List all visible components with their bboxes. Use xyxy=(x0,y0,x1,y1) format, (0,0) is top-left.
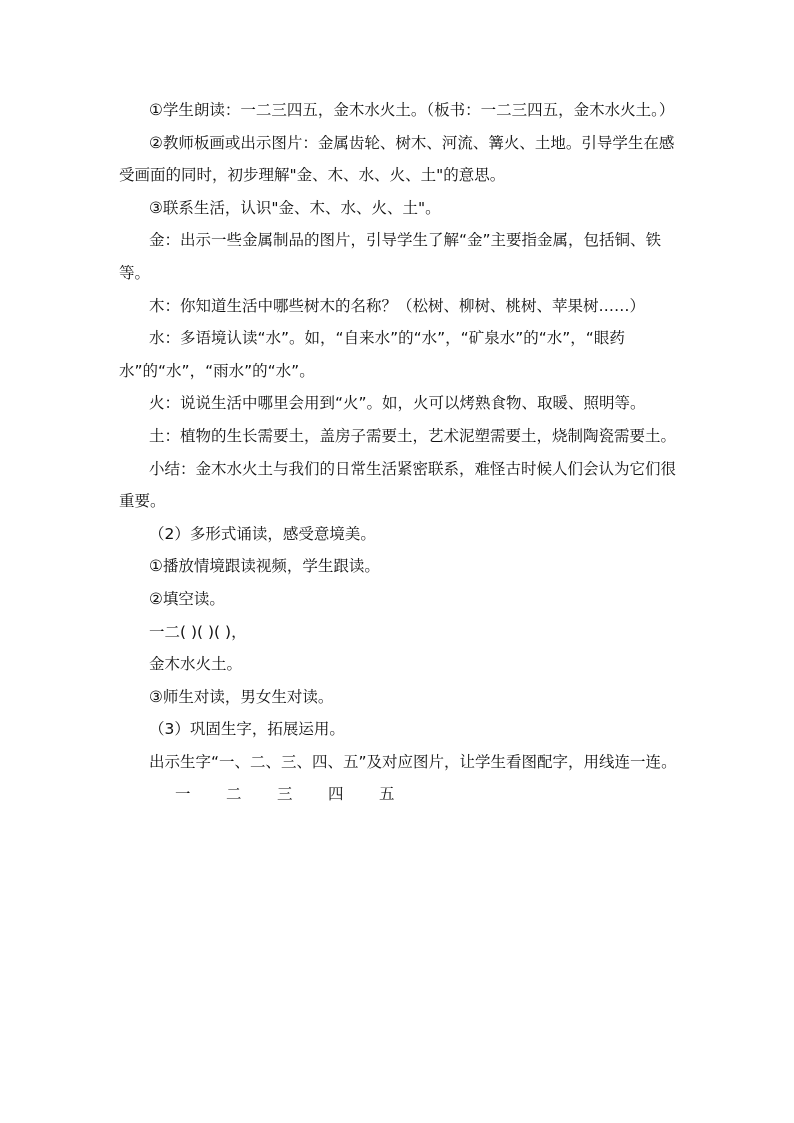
paragraph-blank-line: 一二( )( )( )， xyxy=(149,622,247,641)
character-four: 四 xyxy=(328,785,344,804)
paragraph-connect-life: ③联系生活，认识"金、木、水、火、土"。 xyxy=(149,198,441,217)
paragraph-metal: 金：出示一些金属制品的图片，引导学生了解“金”主要指金属，包括铜、铁等。 xyxy=(119,231,662,282)
paragraph-teacher-pictures: ②教师板画或出示图片：金属齿轮、树木、河流、篝火、土地。引导学生在感受画面的同时，初步理解"金、木、水、火、土"的意思。 xyxy=(119,133,675,185)
paragraph-earth: 土：植物的生长需要土，盖房子需要土，艺术泥塑需要土，烧制陶瓷需要土。 xyxy=(149,426,677,445)
character-five: 五 xyxy=(379,785,395,804)
character-three: 三 xyxy=(277,785,293,804)
paragraph-water: 水：多语境认读“水”。如，“自来水”的“水”，“矿泉水”的“水”，“眼药水”的“水”，“雨水”的“水”。 xyxy=(119,329,625,380)
paragraph-read-aloud: ①学生朗读：一二三四五，金木水火土。（板书：一二三四五，金木水火土。） xyxy=(149,101,675,119)
paragraph-wood: 木：你知道生活中哪些树木的名称？（松树、柳树、桃树、苹果树……） xyxy=(149,296,646,315)
paragraph-dialogue-reading: ③师生对读，男女生对读。 xyxy=(149,687,334,706)
lesson-content xyxy=(119,94,679,811)
paragraph-fill-blank: ②填空读。 xyxy=(149,589,225,608)
paragraph-elements-line: 金木水火土。 xyxy=(149,655,243,674)
paragraph-section-2: （2）多形式诵读，感受意境美。 xyxy=(149,524,376,543)
character-row xyxy=(119,778,679,811)
paragraph-matching-instruction: 出示生字“一、二、三、四、五”及对应图片，让学生看图配字，用线连一连。 xyxy=(149,752,677,771)
character-two: 二 xyxy=(226,785,242,804)
paragraph-fire: 火：说说生活中哪里会用到“火”。如，火可以烤熟食物、取暖、照明等。 xyxy=(149,394,646,413)
paragraph-section-3: （3）巩固生字，拓展运用。 xyxy=(149,720,345,739)
paragraph-summary: 小结：金木水火土与我们的日常生活紧密联系，难怪古时候人们会认为它们很重要。 xyxy=(119,459,677,511)
character-one: 一 xyxy=(175,785,191,804)
paragraph-video: ①播放情境跟读视频，学生跟读。 xyxy=(149,557,380,576)
